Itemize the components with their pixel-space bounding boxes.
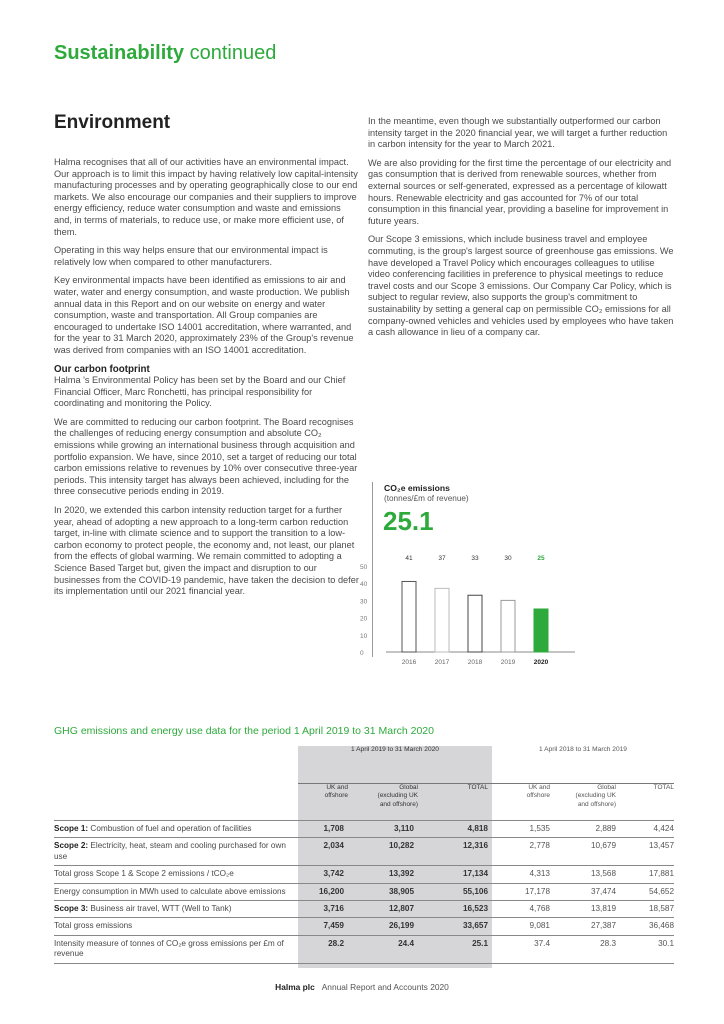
section-title	[54, 42, 276, 65]
current-total-value: 17,134	[418, 866, 492, 883]
paragraph: We are also providing for the first time the percentage of our electricity and gas consumption that is derived from renewable sources, whether from external sources or self-generated, expressed as a percentage of kilowatt hours. Renewable electricity and gas accounted for 7% of our total consumption in this financial year, providing a baseline for improvement in future years.	[368, 157, 672, 226]
paragraph: Halma 's Environmental Policy has been set by the Board and our Chief Financial Officer, Marc Ronchetti, has principal responsibility for coordinating and monitoring the Policy.	[54, 375, 346, 409]
row-label: Scope 1: Combustion of fuel and operation of facilities	[54, 821, 298, 838]
previous-global-value: 10,679	[550, 838, 616, 866]
current-global-value: 10,282	[348, 838, 418, 866]
footer-company: Halma plc	[275, 982, 315, 992]
table-row	[54, 918, 674, 935]
previous-total-value: 18,587	[616, 901, 674, 918]
current-uk-value: 28.2	[298, 935, 348, 963]
chart-title: CO₂e emissions	[384, 483, 450, 493]
previous-global-value: 13,568	[550, 866, 616, 883]
current-global-value: 13,392	[348, 866, 418, 883]
left-column	[54, 157, 359, 605]
paragraph: Halma recognises that all of our activities have an environmental impact. Our approach is to limit this impact by having relatively low capital-intensity manufacturing processes and by operating geographically close to our end markets. We also encourage our companies and their suppliers to improve energy efficiency, reduce water consumption and waste and emissions and, in terms of materials, to reduce use, or make more efficient use, of them.	[54, 157, 358, 237]
column-header-row	[54, 784, 674, 821]
previous-total-value: 4,424	[616, 821, 674, 838]
page-footer	[0, 982, 724, 992]
current-global-value: 3,110	[348, 821, 418, 838]
current-uk-value: 1,708	[298, 821, 348, 838]
row-label: Scope 3: Business air travel, WTT (Well to Tank)	[54, 901, 298, 918]
previous-global-value: 37,474	[550, 883, 616, 900]
paragraph: Operating in this way helps ensure that our environmental impact is relatively low when compared to other manufacturers.	[54, 245, 328, 267]
y-tick-label: 20	[360, 615, 368, 623]
table-row	[54, 935, 674, 963]
x-tick-label: 2017	[434, 659, 450, 666]
current-total-value: 55,106	[418, 883, 492, 900]
right-column	[368, 116, 674, 346]
x-tick-label: 2018	[467, 659, 483, 666]
previous-total-value: 17,881	[616, 866, 674, 883]
x-tick-label: 2016	[401, 659, 417, 666]
y-tick-label: 10	[360, 632, 368, 640]
row-label: Intensity measure of tonnes of CO₂e gross emissions per £m of revenue	[54, 935, 298, 963]
table-row	[54, 866, 674, 883]
previous-uk-value: 2,778	[492, 838, 550, 866]
current-uk-value: 7,459	[298, 918, 348, 935]
row-label: Total gross emissions	[54, 918, 298, 935]
chart-headline-value: 25.1	[383, 506, 434, 536]
current-uk-value: 3,716	[298, 901, 348, 918]
col-global-previous: Global (excluding UK and offshore)	[575, 784, 616, 808]
emissions-bar-chart	[360, 545, 580, 670]
previous-total-value: 30.1	[616, 935, 674, 963]
current-uk-value: 3,742	[298, 866, 348, 883]
previous-total-value: 13,457	[616, 838, 674, 866]
data-label: 37	[438, 555, 446, 562]
current-total-value: 33,657	[418, 918, 492, 935]
previous-uk-value: 1,535	[492, 821, 550, 838]
current-global-value: 12,807	[348, 901, 418, 918]
table-title: GHG emissions and energy use data for the period 1 April 2019 to 31 March 2020	[54, 725, 434, 737]
y-tick-label: 30	[360, 598, 368, 606]
current-total-value: 25.1	[418, 935, 492, 963]
table-row	[54, 883, 674, 900]
previous-uk-value: 17,178	[492, 883, 550, 900]
table-row	[54, 901, 674, 918]
carbon-footprint-heading: Our carbon footprint	[54, 363, 150, 375]
data-label: 41	[405, 555, 413, 562]
current-global-value: 26,199	[348, 918, 418, 935]
current-uk-value: 2,034	[298, 838, 348, 866]
ghg-emissions-table	[54, 746, 674, 964]
x-tick-label: 2019	[500, 659, 516, 666]
row-label: Total gross Scope 1 & Scope 2 emissions / tCO₂e	[54, 866, 298, 883]
bar-2017	[435, 588, 449, 652]
previous-total-value: 54,652	[616, 883, 674, 900]
period-header-row	[54, 746, 674, 784]
paragraph: In 2020, we extended this carbon intensity reduction target for a further year, ahead of adopting a new approach to a long-term carbon reduction target, in-line with climate science and to support the transition to a low-carbon economy to protect people, the economy and, not least, our planet from the effects of global warming. We remain committed to adopting a Science Based Target but, given the impact and disruption to our businesses from the COVID-19 pandemic, have taken the decision to defer its implementation until our 2021 financial year.	[54, 505, 359, 597]
previous-total-value: 36,468	[616, 918, 674, 935]
section-title-light: continued	[184, 42, 277, 64]
x-tick-label: 2020	[533, 659, 549, 666]
previous-uk-value: 4,768	[492, 901, 550, 918]
col-uk-current: UK and offshore	[324, 784, 348, 800]
y-tick-label: 50	[360, 564, 368, 571]
data-label: 33	[471, 555, 479, 562]
data-label: 25	[537, 555, 545, 562]
row-label: Scope 2: Electricity, heat, steam and cooling purchased for own use	[54, 838, 298, 866]
col-uk-previous: UK and offshore	[526, 784, 550, 800]
table-row	[54, 821, 674, 838]
col-global-current: Global (excluding UK and offshore)	[377, 784, 418, 808]
paragraph: Key environmental impacts have been identified as emissions to air and water, water and energy consumption, and waste production. We publish annual data in this Report and on our website on energy and water consumption, waste and transportation. All Group companies are encouraged to undertake ISO 14001 accreditation, where warranted, and for the year to 31 March 2020, approximately 23% of the Group's revenue was derived from companies with an ISO 14001 accreditation.	[54, 275, 354, 355]
previous-uk-value: 37.4	[492, 935, 550, 963]
previous-global-value: 2,889	[550, 821, 616, 838]
footer-report: Annual Report and Accounts 2020	[321, 982, 449, 992]
current-uk-value: 16,200	[298, 883, 348, 900]
data-label: 30	[504, 555, 512, 562]
previous-uk-value: 4,313	[492, 866, 550, 883]
chart-subtitle: (tonnes/£m of revenue)	[384, 494, 469, 503]
bar-2016	[402, 581, 416, 652]
current-global-value: 38,905	[348, 883, 418, 900]
period-previous: 1 April 2018 to 31 March 2019	[492, 746, 674, 784]
paragraph: Our Scope 3 emissions, which include business travel and employee commuting, is the group's largest source of greenhouse gas emissions. We have developed a Travel Policy which encourages colleagues to utilise video conferencing facilities in preference to physical meetings to reduce travel costs and our Scope 3 emissions. Our Company Car Policy, which is subject to regular review, also supports the group's commitment to sustainability by setting a general cap on permissible CO₂ emissions for all company-owned vehicles and vehicles used by employees who have taken a cash allowance in lieu of a company car.	[368, 234, 674, 338]
col-total-current: TOTAL	[467, 784, 488, 791]
period-current: 1 April 2019 to 31 March 2020	[298, 746, 492, 784]
previous-global-value: 28.3	[550, 935, 616, 963]
current-total-value: 16,523	[418, 901, 492, 918]
previous-global-value: 27,387	[550, 918, 616, 935]
y-tick-label: 40	[360, 581, 368, 589]
bar-2018	[468, 595, 482, 652]
section-title-bold: Sustainability	[54, 42, 185, 64]
table-row	[54, 838, 674, 866]
current-global-value: 24.4	[348, 935, 418, 963]
current-total-value: 12,316	[418, 838, 492, 866]
bar-2019	[501, 600, 515, 652]
col-total-previous: TOTAL	[653, 784, 674, 791]
environment-heading: Environment	[54, 112, 171, 133]
previous-global-value: 13,819	[550, 901, 616, 918]
paragraph: In the meantime, even though we substantially outperformed our carbon intensity target in the 2020 financial year, we will target a further reduction in carbon intensity for the year to March 2021.	[368, 116, 668, 150]
y-tick-label: 0	[360, 650, 364, 657]
bar-2020	[534, 609, 548, 652]
previous-uk-value: 9,081	[492, 918, 550, 935]
paragraph: We are committed to reducing our carbon footprint. The Board recognises the challenges of reducing energy consumption and absolute CO₂ emissions while growing an international business through acquisition and portfolio expansion. We have, since 2010, set a target of reducing our total carbon emissions relative to revenues by 10% over consecutive three-year periods. This intensity target has always been achieved, including for the three consecutive periods ending in 2019.	[54, 416, 358, 497]
row-label: Energy consumption in MWh used to calculate above emissions	[54, 883, 298, 900]
current-total-value: 4,818	[418, 821, 492, 838]
